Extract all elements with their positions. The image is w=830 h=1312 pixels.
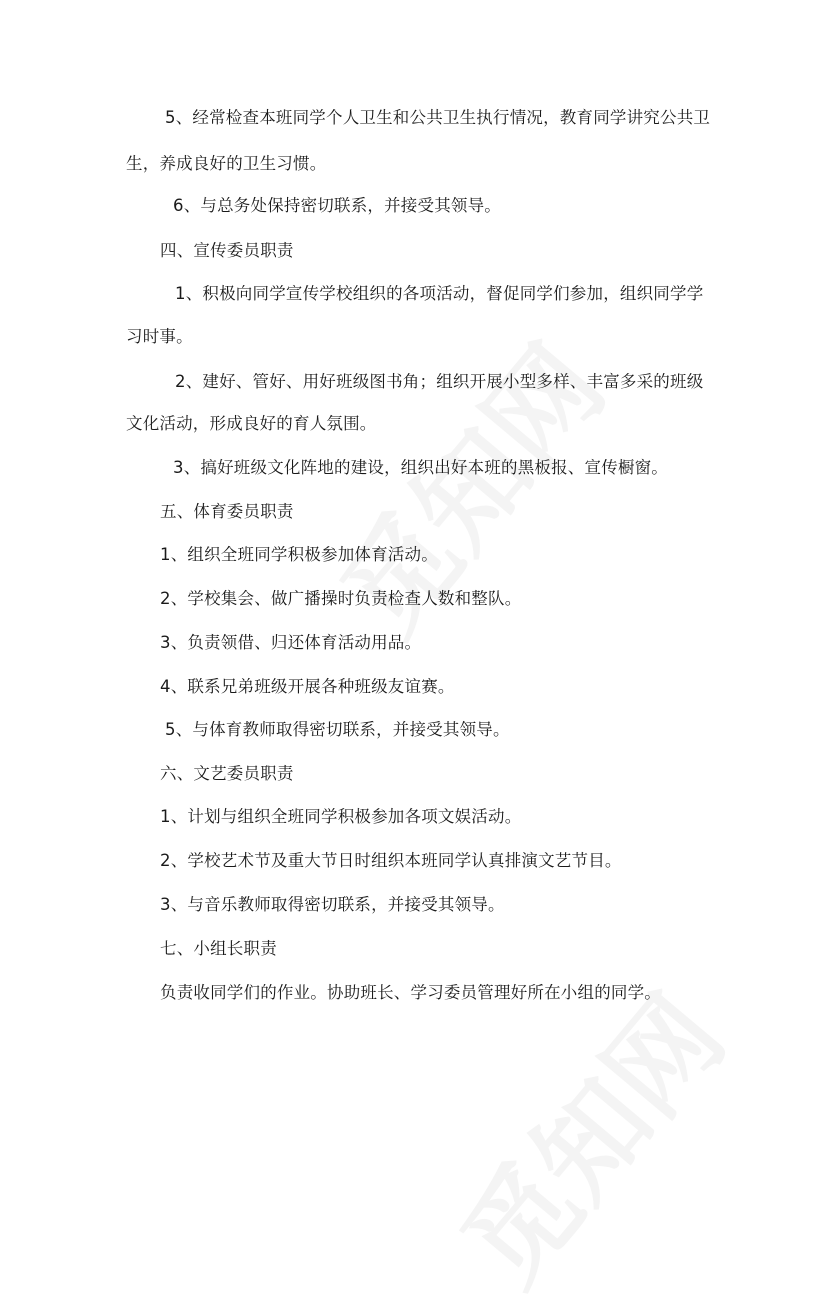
paragraph-line: 2、学校集会、做广播操时负责检查人数和整队。 [160,589,522,608]
paragraph-line: 2、建好、管好、用好班级图书角；组织开展小型多样、丰富多采的班级 [175,372,704,391]
section-heading: 七、小组长职责 [160,939,277,958]
paragraph-line: 习时事。 [126,327,193,346]
paragraph-line: 1、积极向同学宣传学校组织的各项活动，督促同学们参加，组织同学学 [175,284,704,303]
paragraph-line: 4、联系兄弟班级开展各种班级友谊赛。 [160,677,455,696]
paragraph-line: 3、与音乐教师取得密切联系，并接受其领导。 [160,895,505,914]
section-heading: 五、体育委员职责 [160,502,294,521]
paragraph-line: 5、与体育教师取得密切联系，并接受其领导。 [165,720,510,739]
paragraph-line: 3、搞好班级文化阵地的建设，组织出好本班的黑板报、宣传橱窗。 [173,458,668,477]
paragraph-line: 生，养成良好的卫生习惯。 [126,154,327,173]
paragraph-line: 负责收同学们的作业。协助班长、学习委员管理好所在小组的同学。 [160,983,661,1002]
paragraph-line: 6、与总务处保持密切联系，并接受其领导。 [173,196,501,215]
paragraph-line: 5、经常检查本班同学个人卫生和公共卫生执行情况，教育同学讲究公共卫 [165,108,711,127]
section-heading: 四、宣传委员职责 [160,241,294,260]
watermark [420,957,753,1311]
section-heading: 六、文艺委员职责 [160,764,294,783]
paragraph-line: 文化活动，形成良好的育人氛围。 [126,414,377,433]
paragraph-line: 2、学校艺术节及重大节日时组织本班同学认真排演文艺节目。 [160,851,622,870]
paragraph-line: 1、计划与组织全班同学积极参加各项文娱活动。 [160,807,522,826]
paragraph-line: 3、负责领借、归还体育活动用品。 [160,633,422,652]
paragraph-line: 1、组织全班同学积极参加体育活动。 [160,545,438,564]
